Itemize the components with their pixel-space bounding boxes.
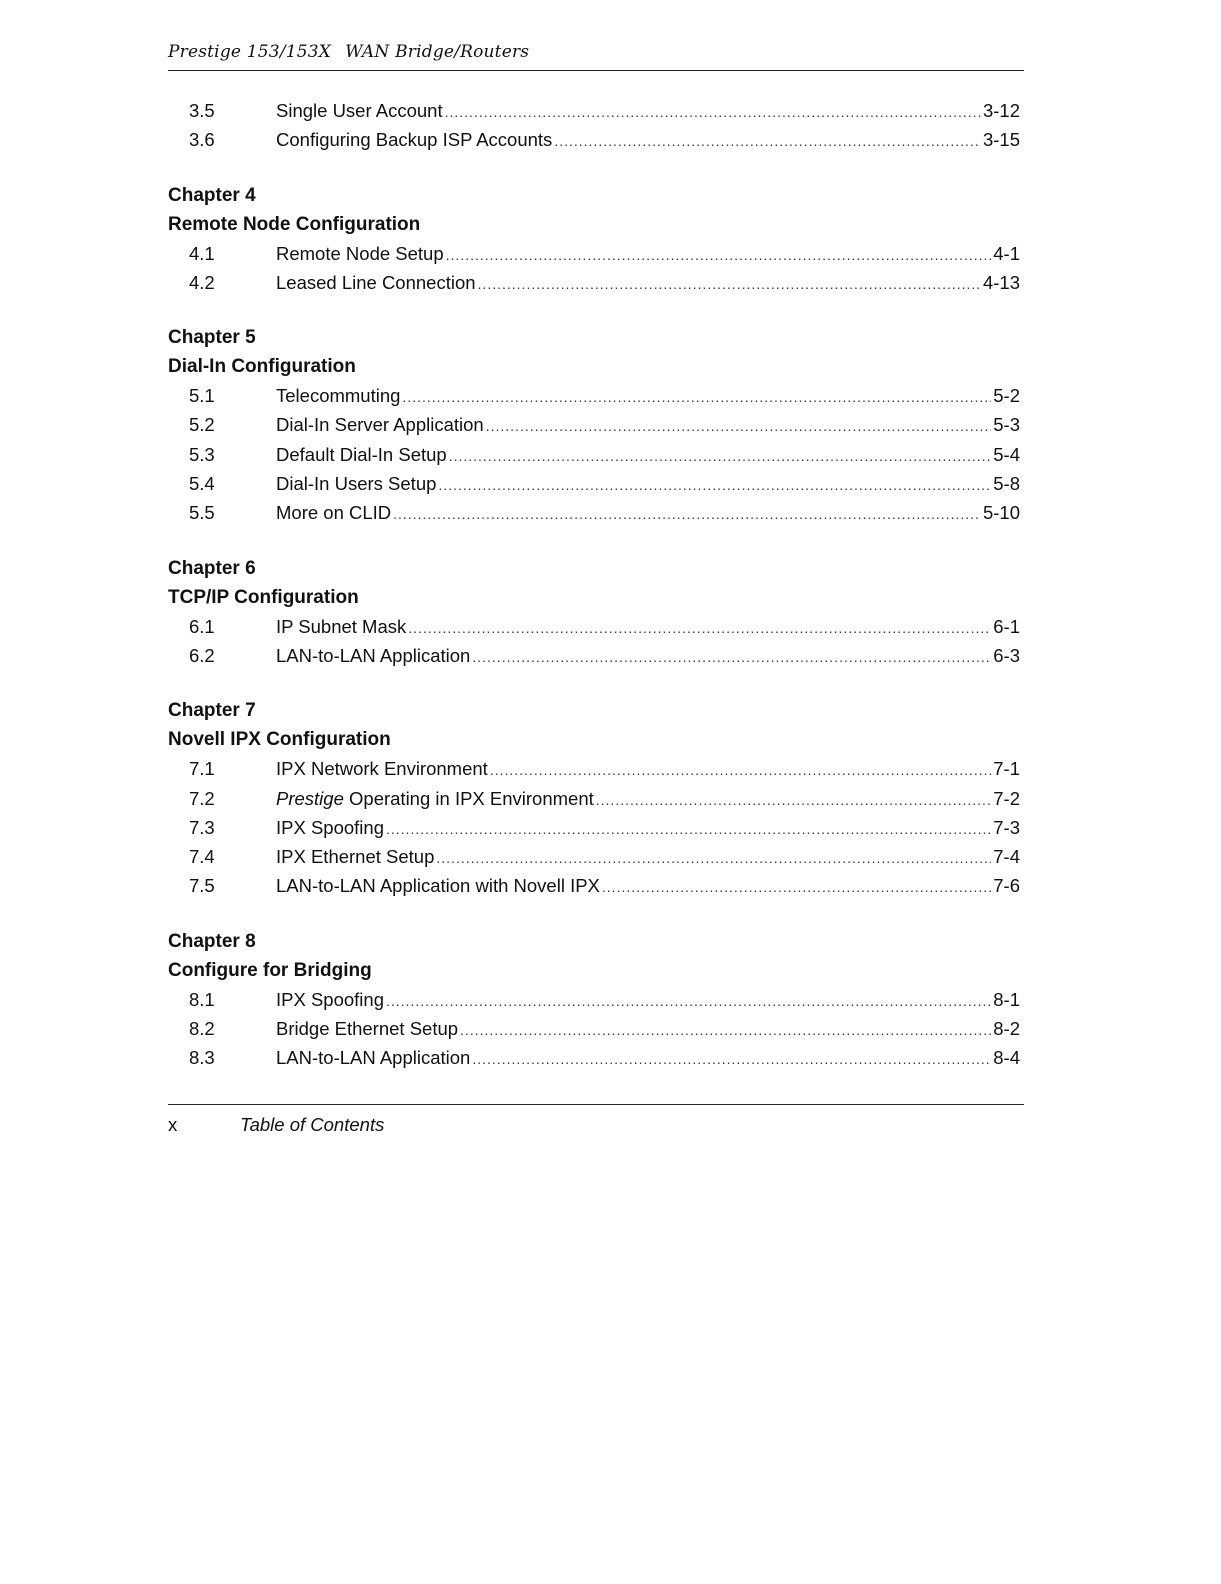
- entry-page: 8-2: [993, 1018, 1020, 1040]
- entry-number: 6.2: [189, 644, 215, 666]
- chapter-label[interactable]: Chapter 4: [168, 184, 256, 206]
- entry-page: 3-12: [982, 100, 1020, 121]
- toc-entry[interactable]: [168, 498, 1020, 527]
- entry-number: 8.2: [189, 1018, 215, 1040]
- dot-leader: [393, 500, 981, 529]
- entry-title: Dial-In Server Application: [276, 414, 484, 436]
- dot-leader: [478, 270, 981, 299]
- entry-title: Leased Line Connection: [276, 271, 476, 293]
- dot-leader: [596, 786, 991, 815]
- toc-entry[interactable]: [168, 125, 1020, 154]
- entry-number: 5.2: [189, 414, 215, 436]
- toc-entry[interactable]: [168, 754, 1020, 783]
- entry-title: Single User Account: [276, 100, 443, 121]
- entry-page: 7-6: [993, 875, 1020, 897]
- toc-entry[interactable]: [168, 871, 1020, 900]
- toc-entry[interactable]: [168, 784, 1020, 813]
- entry-title: More on CLID: [276, 502, 392, 524]
- toc-entry[interactable]: [168, 239, 1020, 268]
- dot-leader: [436, 844, 991, 873]
- header-subtitle: WAN Bridge/Routers: [345, 42, 530, 62]
- chapter-title[interactable]: Configure for Bridging: [168, 959, 372, 981]
- header-product: Prestige 153/153X: [168, 42, 332, 62]
- entry-title: Remote Node Setup: [276, 242, 444, 264]
- entry-number: 7.1: [189, 758, 215, 780]
- entry-number: 4.1: [189, 242, 215, 264]
- entry-number: 4.2: [189, 271, 215, 293]
- chapter-title[interactable]: Novell IPX Configuration: [168, 729, 391, 751]
- entry-title: LAN-to-LAN Application: [276, 1047, 471, 1069]
- toc-entry[interactable]: [168, 268, 1020, 297]
- chapter-section: [168, 181, 1020, 298]
- toc-entry[interactable]: [168, 1043, 1020, 1072]
- entry-title: Bridge Ethernet Setup: [276, 1018, 459, 1040]
- toc-entry[interactable]: [168, 381, 1020, 410]
- entry-number: 3.6: [189, 129, 215, 151]
- continued-entries: [168, 96, 1020, 155]
- entry-title: Default Dial-In Setup: [276, 443, 447, 465]
- entry-title: LAN-to-LAN Application: [276, 644, 471, 666]
- entry-number: 7.5: [189, 875, 215, 897]
- entry-page: 5-3: [993, 414, 1020, 436]
- entry-title-italic: Prestige: [276, 787, 344, 809]
- dot-leader: [472, 643, 991, 672]
- dot-leader: [445, 98, 981, 127]
- entry-page: 6-3: [993, 644, 1020, 666]
- chapter-section: [168, 927, 1020, 1073]
- entry-number: 6.1: [189, 615, 215, 637]
- page-footer: [168, 1104, 1024, 1136]
- chapter-label[interactable]: Chapter 6: [168, 557, 256, 579]
- dot-leader: [490, 756, 991, 785]
- toc-entry[interactable]: [168, 612, 1020, 641]
- header-text: [168, 42, 1024, 62]
- entry-page: 6-1: [993, 615, 1020, 637]
- chapter-label[interactable]: Chapter 5: [168, 327, 256, 349]
- entry-title: Telecommuting: [276, 385, 401, 407]
- entry-page: 8-1: [993, 988, 1020, 1010]
- entry-page: 5-4: [993, 443, 1020, 465]
- dot-leader: [386, 987, 991, 1016]
- entry-page: 4-13: [982, 271, 1020, 293]
- toc-entry[interactable]: [168, 1014, 1020, 1043]
- chapter-section: [168, 554, 1020, 671]
- entry-title: IPX Ethernet Setup: [276, 846, 435, 868]
- entry-title: IPX Spoofing: [276, 988, 384, 1010]
- dot-leader: [386, 815, 991, 844]
- entry-title: IPX Network Environment: [276, 758, 488, 780]
- entry-number: 7.3: [189, 816, 215, 838]
- entry-page: 5-8: [993, 473, 1020, 495]
- dot-leader: [460, 1016, 991, 1045]
- entry-page: 8-4: [993, 1047, 1020, 1069]
- entry-title: Configuring Backup ISP Accounts: [276, 129, 553, 151]
- entry-title-rest: Operating in IPX Environment: [343, 787, 594, 809]
- entry-page: 3-15: [982, 129, 1020, 151]
- chapter-label[interactable]: Chapter 8: [168, 930, 256, 952]
- dot-leader: [486, 412, 992, 441]
- dot-leader: [449, 442, 992, 471]
- toc-entry[interactable]: [168, 96, 1020, 125]
- toc-entry[interactable]: [168, 842, 1020, 871]
- running-header: [168, 42, 1024, 71]
- entry-title: LAN-to-LAN Application with Novell IPX: [276, 875, 600, 897]
- toc-entry[interactable]: [168, 469, 1020, 498]
- entry-number: 8.1: [189, 988, 215, 1010]
- chapter-title[interactable]: Dial-In Configuration: [168, 356, 356, 378]
- dot-leader: [402, 383, 991, 412]
- entry-page: 7-4: [993, 846, 1020, 868]
- dot-leader: [602, 873, 991, 902]
- entry-number: 7.2: [189, 787, 215, 809]
- table-of-contents: [168, 96, 1020, 1073]
- chapter-section: [168, 323, 1020, 527]
- toc-entry[interactable]: [168, 641, 1020, 670]
- dot-leader: [472, 1045, 991, 1074]
- entry-title: IPX Spoofing: [276, 816, 384, 838]
- toc-entry[interactable]: [168, 410, 1020, 439]
- dot-leader: [408, 614, 991, 643]
- toc-entry[interactable]: [168, 813, 1020, 842]
- entry-number: 5.4: [189, 473, 215, 495]
- entry-title: Dial-In Users Setup: [276, 473, 437, 495]
- chapter-title[interactable]: Remote Node Configuration: [168, 213, 421, 235]
- dot-leader: [446, 241, 992, 270]
- entry-number: 3.5: [189, 100, 215, 121]
- entry-page: 7-2: [993, 787, 1020, 809]
- entry-number: 5.1: [189, 385, 215, 407]
- toc-entry[interactable]: [168, 985, 1020, 1014]
- entry-page: 7-1: [993, 758, 1020, 780]
- chapter-section: [168, 696, 1020, 900]
- entry-page: 4-1: [993, 242, 1020, 264]
- entry-title: [276, 784, 594, 813]
- entry-number: 5.3: [189, 443, 215, 465]
- entry-page: 7-3: [993, 816, 1020, 838]
- dot-leader: [554, 127, 981, 156]
- entry-page: 5-10: [982, 502, 1020, 524]
- entry-number: 5.5: [189, 502, 215, 524]
- dot-leader: [438, 471, 991, 500]
- entry-number: 7.4: [189, 846, 215, 868]
- entry-title: IP Subnet Mask: [276, 615, 407, 637]
- entry-page: 5-2: [993, 385, 1020, 407]
- chapter-title[interactable]: TCP/IP Configuration: [168, 586, 359, 608]
- footer-page-number: x: [168, 1114, 178, 1135]
- toc-entry[interactable]: [168, 440, 1020, 469]
- chapter-label[interactable]: Chapter 7: [168, 700, 256, 722]
- footer-title: Table of Contents: [240, 1114, 385, 1135]
- entry-number: 8.3: [189, 1047, 215, 1069]
